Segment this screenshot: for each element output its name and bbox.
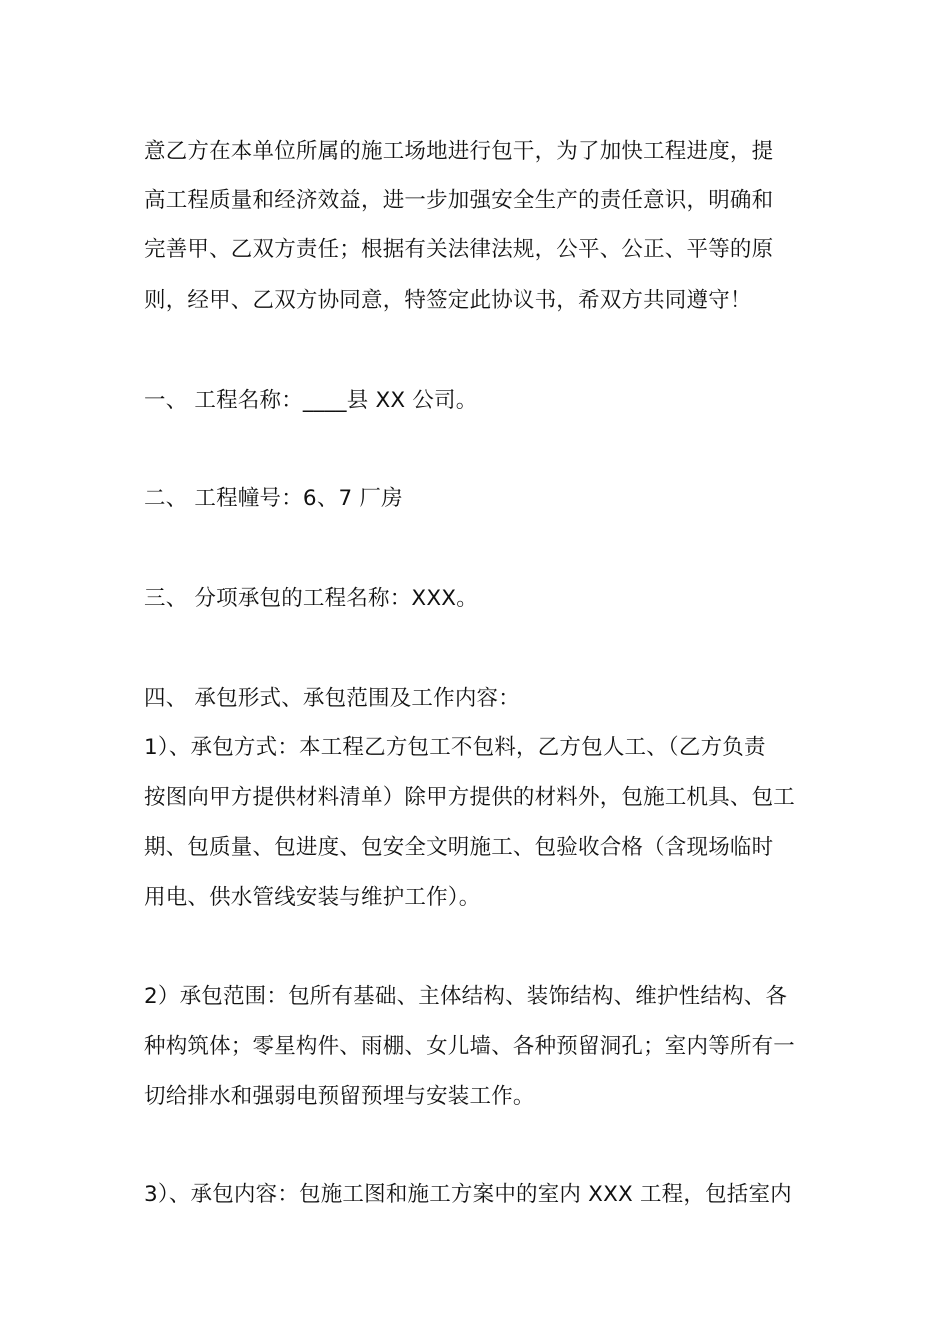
item-2-line: 种构筑体；零星构件、雨棚、女儿墙、各种预留洞孔；室内等所有一 [144, 1034, 796, 1059]
item-2-line: 切给排水和强弱电预留预埋与安装工作。 [144, 1084, 535, 1109]
section-heading-subcontract-name: 三、 分项承包的工程名称：XXX。 [144, 586, 478, 611]
section-heading-contract-form: 四、 承包形式、承包范围及工作内容： [144, 686, 520, 711]
item-3-line: 3）、承包内容：包施工图和施工方案中的室内 XXX 工程，包括室内 [144, 1182, 792, 1207]
item-1-line: 用电、供水管线安装与维护工作）。 [144, 885, 481, 910]
item-1-line: 按图向甲方提供材料清单）除甲方提供的材料外，包施工机具、包工 [144, 785, 796, 810]
intro-line: 完善甲、乙双方责任；根据有关法律法规，公平、公正、平等的原 [144, 237, 774, 262]
section-heading-project-name: 一、 工程名称：____县 XX 公司。 [144, 388, 478, 413]
intro-line: 高工程质量和经济效益，进一步加强安全生产的责任意识，明确和 [144, 188, 774, 213]
intro-line: 意乙方在本单位所属的施工场地进行包干，为了加快工程进度，提 [144, 139, 774, 164]
section-heading-building-number: 二、 工程幢号：6、7 厂房 [144, 486, 403, 511]
intro-line: 则，经甲、乙双方协同意，特签定此协议书，希双方共同遵守！ [144, 288, 752, 313]
item-1-line: 1）、承包方式：本工程乙方包工不包料，乙方包人工、（乙方负责 [144, 735, 766, 760]
item-2-line: 2）承包范围：包所有基础、主体结构、装饰结构、维护性结构、各 [144, 984, 788, 1009]
item-1-line: 期、包质量、包进度、包安全文明施工、包验收合格（含现场临时 [144, 835, 774, 860]
